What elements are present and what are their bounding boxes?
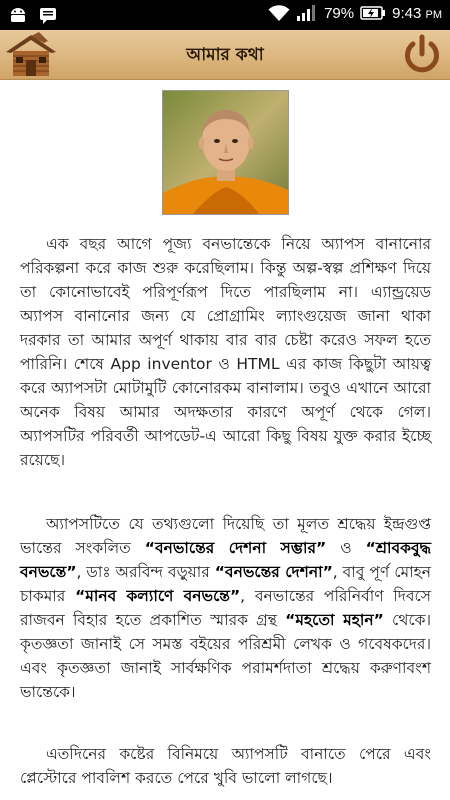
clock <box>392 5 442 22</box>
sources-text-2: ও <box>326 539 366 557</box>
sources-text-3: , ডাঃ অরবিন্দ বড়ুয়ার <box>76 563 215 581</box>
message-icon <box>38 5 58 25</box>
android-icon <box>8 5 28 25</box>
clock-ampm: PM <box>425 8 442 21</box>
system-icons <box>268 4 442 22</box>
battery-percent: 79% <box>324 4 355 22</box>
closing-paragraph: এতদিনের কষ্টের বিনিময়ে অ্যাপসটি বানাতে পেরে এবং প্লেস্টোরে পাবলিশ করতে পেরে খুবি ভালো লাগছে। <box>20 745 431 787</box>
signal-icon <box>296 4 318 22</box>
power-button[interactable] <box>400 33 444 77</box>
sources-text-4: , বাবু পূর্ণ মোহন চাকমার <box>20 563 431 605</box>
notification-icons <box>8 5 58 25</box>
book-title: “বনভন্তের দেশনা” <box>214 563 333 581</box>
clock-time: 9:43 <box>392 4 422 22</box>
sources-text-1: অ্যাপসটিতে যে তথ্যগুলো দিয়েছি তা মূলত শ্রদ্ধেয় ইন্দ্রগুপ্ত ভান্তের সংকলিত <box>20 515 431 557</box>
wifi-icon <box>268 4 290 22</box>
sources-paragraph <box>20 512 431 704</box>
sources-text-6: থেকে। কৃতজ্ঞতা জানাই সে সমস্ত বইয়ের পরিশ্রমী লেখক ও গবেষকদের। এবং কৃতজ্ঞতা জানাই সার্বক্ষণিক পরামর্শদাতা শ্রদ্ধেয় করুণাবংশ ভান্তেকে। <box>20 611 431 701</box>
app-bar <box>0 30 450 80</box>
book-title: “বনভান্তের দেশনা সম্ভার” <box>144 539 327 557</box>
page-title: আমার কথা <box>186 45 264 65</box>
intro-paragraph: এক বছর আগে পূজ্য বনভান্তেকে নিয়ে অ্যাপস বানানোর পরিকল্পনা করে কাজ শুরু করেছিলাম। কিন্তু অল্প-স্বল্প প্রশিক্ষণ দিয়ে তা কোনোভাবেই পরিপূর্ণরূপ দিতে পারছিলাম না। এ্যান্ড্রয়েড অ্যাপস বানানোর জন্য যে প্রোগ্রামিং ল্যাংগুয়েজ জানা থাকা দরকার তা আমার অপূর্ণ থাকায় বার বার চেষ্টা করেও সফল হতে পারিনি। শেষে App inventor ও HTML এর কাজ কিছুটা আয়ত্ব করে অ্যাপসটা মোটামুটি কোনোরকম বানালাম। তবুও এখানে আরো অনেক বিষয় আমার অদক্ষতার কারণে অপূর্ণ থেকে গেল। অ্যাপসটির পরিবর্তী আপডেট-এ আরো কিছু বিষয় যুক্ত করার ইচ্ছে রয়েছে। <box>20 235 431 469</box>
battery-icon <box>360 5 386 21</box>
book-title: “মহতো মহান” <box>285 611 384 629</box>
sources-text-5: , বনভান্তের পরিনির্বাণ দিবসে রাজবন বিহার হতে প্রকাশিত স্মারক গ্রন্থ <box>20 587 431 629</box>
book-title: “শ্রাবকবুদ্ধ বনভন্তে” <box>20 539 431 581</box>
author-photo <box>162 90 289 215</box>
content-scroll[interactable] <box>0 80 450 800</box>
book-title: “মানব কল্যাণে বনভন্তে” <box>75 587 241 605</box>
power-icon <box>400 33 444 77</box>
status-bar <box>0 0 450 30</box>
